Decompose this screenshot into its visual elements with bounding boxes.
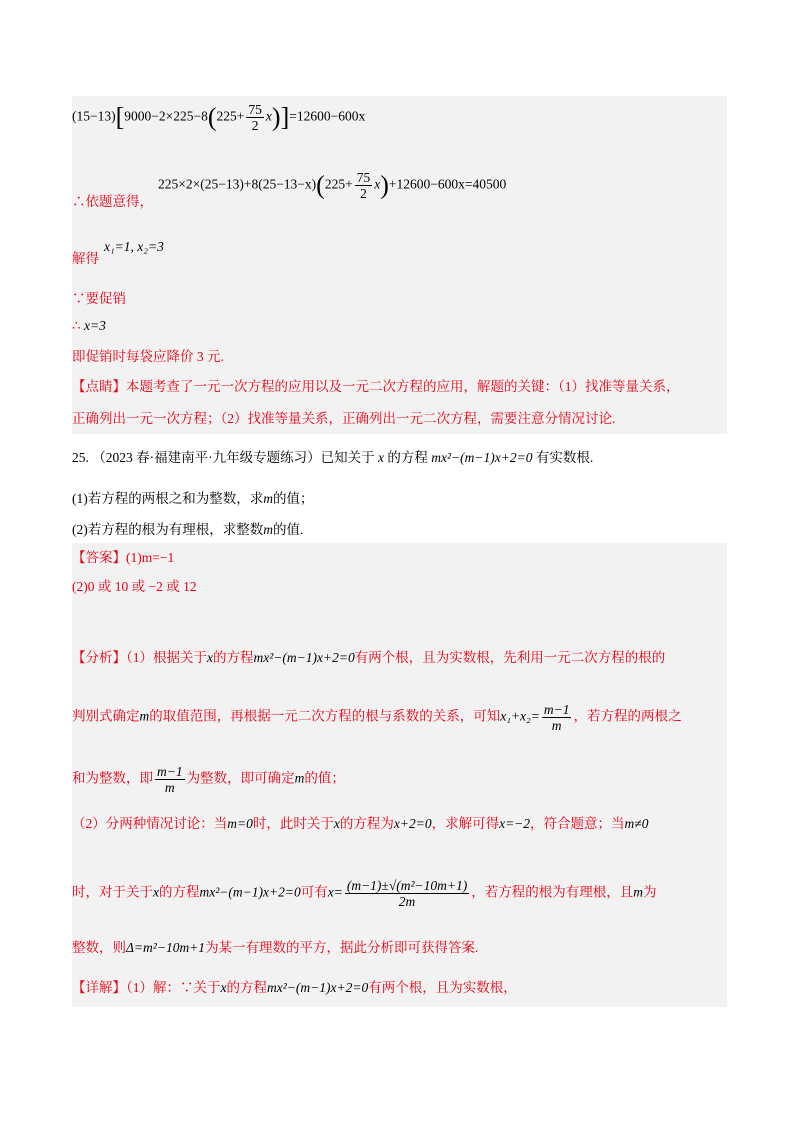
solve-value: x₁=1, x₂=3 [104,239,164,254]
question-part-1: (1)若方程的两根之和为整数，求m的值； [72,491,314,506]
answer-label: 【答案】 [72,550,126,565]
therefore-label: ∴依题意得， [72,194,153,209]
equation-line-1: (15−13)[9000−2×225−8(225+ $\frac{75}{2}$ x)]=12600−600x [72,102,366,133]
analysis-line-4: （2）分两种情况讨论：当m=0时，此时关于x的方程为x+2=0，求解可得x=−2，符合题意；当m≠0 [72,816,649,831]
answer-line-2: (2)0 或 10 或 −2 或 12 [72,579,197,594]
conclusion-line: 即促销时每袋应降价 3 元. [72,349,224,364]
question-25: 25. （2023 春·福建南平·九年级专题练习）已知关于 x 的方程 mx²−(m−1)x+2=0 有实数根. [72,450,594,465]
equation-line-2: 225×2×(25−13)+8(25−13−x)(225+ $\frac{75}{2}$ x)+12600−600x=40500 [158,170,507,201]
analysis-line-3: 和为整数，即 $\frac{m-1}{m}$ 为整数，即可确定m的值； [72,764,345,795]
detail-label: 【详解】 [72,980,126,995]
comment-line-2: 正确列出一元一次方程；（2）找准等量关系，正确列出一元二次方程，需要注意分情况讨论. [72,411,616,426]
because-line: ∵要促销 [72,291,126,306]
analysis-label: 【分析】 [72,650,126,665]
question-number: 25. [72,450,89,465]
comment-label: 【点睛】 [72,379,126,394]
question-equation: mx²−(m−1)x+2=0 [431,450,533,465]
answer-line-1 [72,549,174,567]
analysis-line-2: 判别式确定m的取值范围，再根据一元二次方程的根与系数的关系，可知x₁+x₂= $\frac{m-1}{m}$ ，若方程的两根之 [72,702,682,733]
comment-text-1: 本题考查了一元一次方程的应用以及一元二次方程的应用，解题的关键：（1）找准等量关系， [126,379,680,394]
solve-label: 解得 [72,251,99,266]
analysis-line-1: 【分析】（1）根据关于x的方程mx²−(m−1)x+2=0有两个根，且为实数根，先利用一元二次方程的根的 [72,650,666,665]
question-part-2: (2)若方程的根为有理根，求整数m的值. [72,522,304,537]
question-source: （2023 春·福建南平·九年级专题练习）已知关于 [92,450,375,465]
comment-line-1 [72,378,680,396]
therefore-x-line [72,317,106,335]
x-equals-3: x=3 [83,318,106,333]
detail-line-1: 【详解】（1）解：∵关于x的方程mx²−(m−1)x+2=0有两个根，且为实数根， [72,980,517,995]
answer-part-1: (1)m=−1 [126,550,175,565]
analysis-line-6: 整数，则Δ=m²−10m+1为某一有理数的平方，据此分析即可获得答案. [72,940,479,955]
therefore-symbol: ∴ [72,318,81,333]
analysis-line-5: 时，对于关于x的方程mx²−(m−1)x+2=0可有x= $\frac{\text{(m−1)±√(m²−10m+1)}}{2m}$ ，若方程的根为有理根，且m为 [72,878,657,909]
